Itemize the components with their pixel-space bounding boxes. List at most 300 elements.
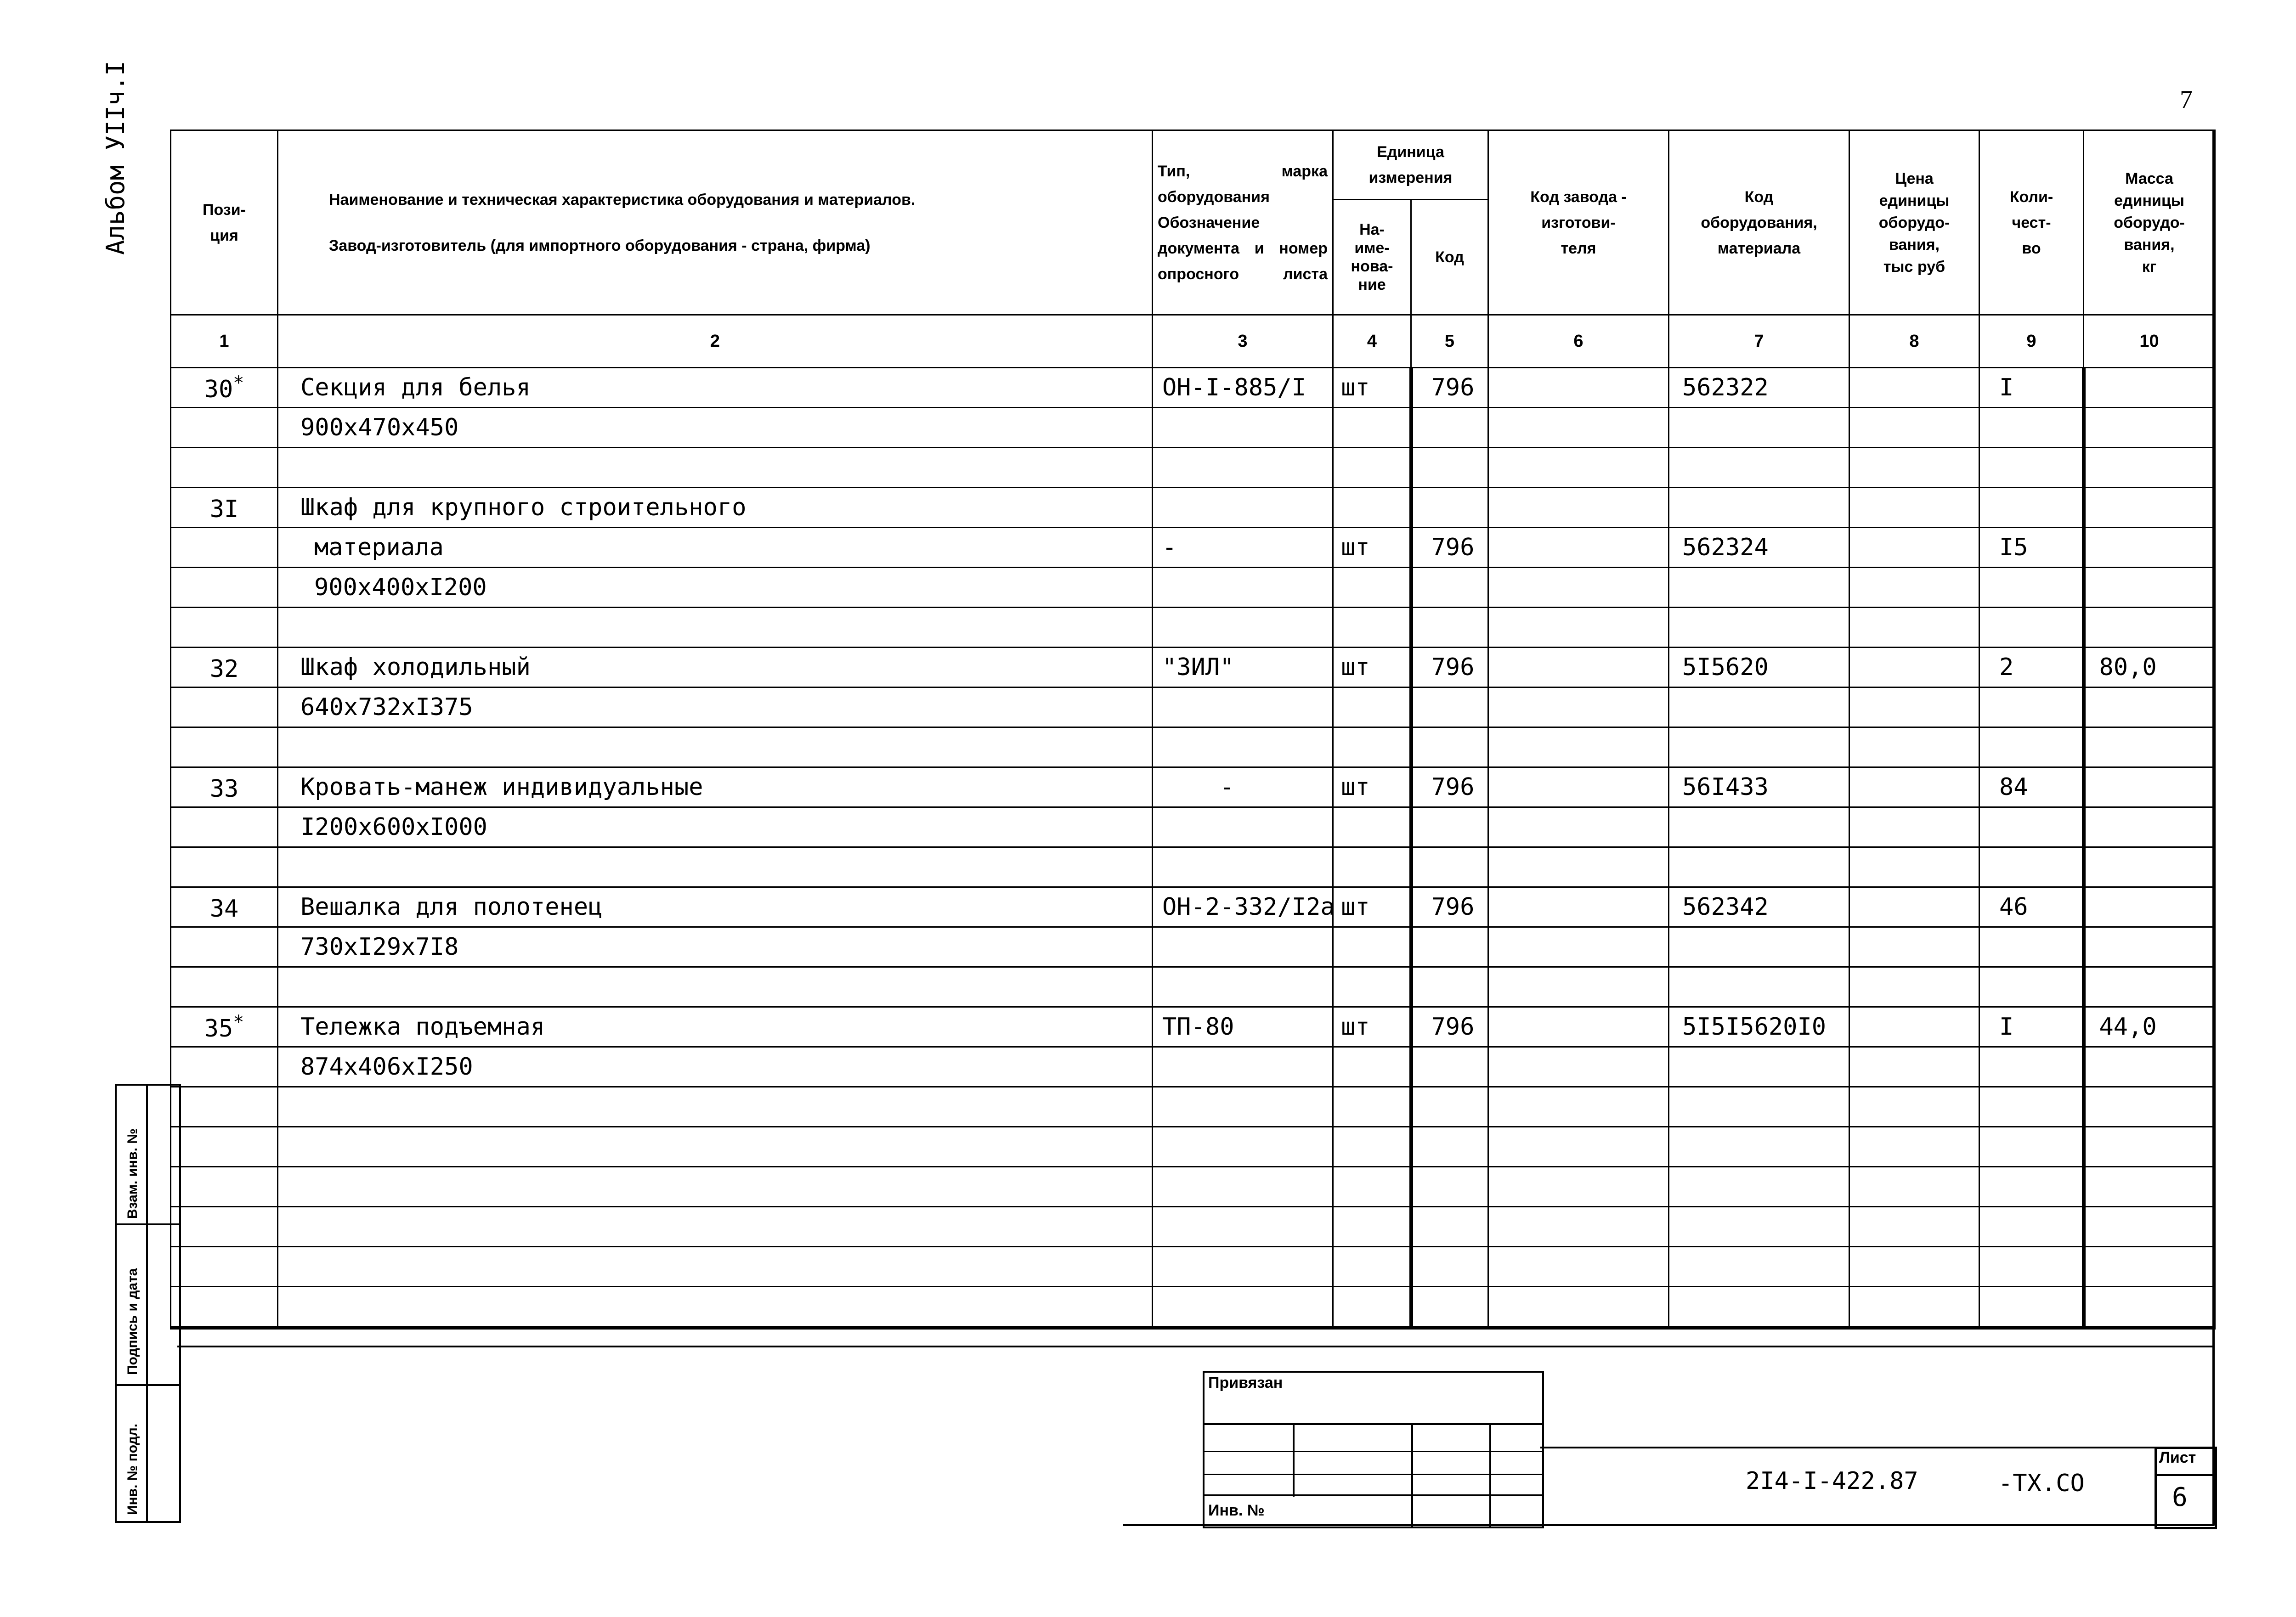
cell-name [278, 1167, 1153, 1207]
cell-position [171, 927, 278, 967]
table-row [171, 1047, 2215, 1087]
column-number: 9 [1979, 315, 2084, 368]
cell-unit-code [1411, 408, 1488, 448]
cell-unit-code [1411, 927, 1488, 967]
cell-quantity [1979, 687, 2084, 727]
cell-equipment-code: 5I5I5620I0 [1669, 1007, 1849, 1047]
cell-price [1849, 648, 1979, 687]
cell-quantity [1979, 408, 2084, 448]
cell-unit-code [1411, 687, 1488, 727]
cell-price [1849, 568, 1979, 608]
cell-equipment-code [1669, 1207, 1849, 1247]
cell-mass [2084, 887, 2215, 927]
cell-mass [2084, 1047, 2215, 1087]
cell-position [171, 1127, 278, 1167]
cell-unit [1333, 568, 1411, 608]
frame-line [2212, 130, 2215, 1526]
stamp-podpis-label: Подпись и дата [125, 1268, 140, 1375]
cell-type [1153, 1167, 1333, 1207]
revision-asterisk: * [233, 1012, 244, 1033]
cell-unit: шт [1333, 368, 1411, 408]
cell-unit [1333, 1167, 1411, 1207]
column-number: 5 [1411, 315, 1488, 368]
cell-position [171, 967, 278, 1007]
cell-quantity [1979, 807, 2084, 847]
cell-unit-code [1411, 967, 1488, 1007]
cell-factory-code [1488, 1247, 1669, 1287]
cell-quantity: 84 [1979, 767, 2084, 807]
cell-mass [2084, 448, 2215, 488]
cell-unit [1333, 1207, 1411, 1247]
cell-quantity [1979, 1127, 2084, 1167]
table-row [171, 1007, 2215, 1047]
cell-mass [2084, 368, 2215, 408]
cell-position: 34 [171, 887, 278, 927]
cell-price [1849, 1287, 1979, 1328]
cell-type [1153, 687, 1333, 727]
cell-name: Тележка подъемная [278, 1007, 1153, 1047]
cell-unit [1333, 1247, 1411, 1287]
cell-quantity [1979, 1247, 2084, 1287]
revision-asterisk: * [233, 372, 244, 394]
cell-type [1153, 1127, 1333, 1167]
cell-mass [2084, 1127, 2215, 1167]
cell-price [1849, 408, 1979, 448]
cell-price [1849, 847, 1979, 887]
cell-equipment-code [1669, 608, 1849, 648]
cell-unit-code: 796 [1411, 648, 1488, 687]
cell-unit [1333, 967, 1411, 1007]
cell-type [1153, 807, 1333, 847]
cell-quantity: 2 [1979, 648, 2084, 687]
cell-quantity: I [1979, 1007, 2084, 1047]
table-row [171, 847, 2215, 887]
table-row [171, 727, 2215, 767]
cell-unit-code: 796 [1411, 528, 1488, 568]
cell-unit-code [1411, 1047, 1488, 1087]
cell-unit: шт [1333, 528, 1411, 568]
cell-mass [2084, 568, 2215, 608]
table-row [171, 767, 2215, 807]
cell-mass [2084, 687, 2215, 727]
cell-unit-code [1411, 1207, 1488, 1247]
cell-name [278, 1087, 1153, 1127]
document-code: 2I4-I-422.87 [1746, 1467, 1918, 1495]
cell-quantity [1979, 967, 2084, 1007]
table-row [171, 368, 2215, 408]
cell-position [171, 727, 278, 767]
cell-quantity: I5 [1979, 528, 2084, 568]
cell-type [1153, 727, 1333, 767]
cell-type [1153, 1207, 1333, 1247]
cell-equipment-code [1669, 1047, 1849, 1087]
cell-position: 32 [171, 648, 278, 687]
table-row [171, 967, 2215, 1007]
cell-unit: шт [1333, 1007, 1411, 1047]
cell-unit-code: 796 [1411, 887, 1488, 927]
cell-quantity [1979, 1087, 2084, 1127]
cell-unit: шт [1333, 767, 1411, 807]
table-row [171, 687, 2215, 727]
cell-equipment-code [1669, 488, 1849, 528]
cell-price [1849, 1047, 1979, 1087]
sheet-number: 6 [2172, 1482, 2188, 1512]
cell-factory-code [1488, 1087, 1669, 1127]
cell-unit-code [1411, 608, 1488, 648]
cell-mass [2084, 488, 2215, 528]
cell-mass [2084, 767, 2215, 807]
cell-mass [2084, 807, 2215, 847]
cell-factory-code [1488, 408, 1669, 448]
cell-type [1153, 847, 1333, 887]
cell-unit: шт [1333, 648, 1411, 687]
cell-price [1849, 488, 1979, 528]
cell-equipment-code [1669, 927, 1849, 967]
cell-price [1849, 368, 1979, 408]
cell-unit-code [1411, 1087, 1488, 1127]
cell-position: 30* [171, 368, 278, 408]
cell-unit: шт [1333, 887, 1411, 927]
header-name-line2: Завод-изготовитель (для импортного оборудования - страна, фирма) [329, 237, 871, 254]
equipment-spec-table [170, 130, 2216, 1330]
cell-equipment-code: 56I433 [1669, 767, 1849, 807]
header-equipment-code: Код оборудования, материала [1669, 130, 1849, 315]
cell-price [1849, 967, 1979, 1007]
cell-factory-code [1488, 927, 1669, 967]
cell-factory-code [1488, 448, 1669, 488]
table-row [171, 648, 2215, 687]
cell-price [1849, 687, 1979, 727]
cell-equipment-code [1669, 847, 1849, 887]
cell-quantity [1979, 927, 2084, 967]
table-row [171, 1247, 2215, 1287]
cell-name [278, 1207, 1153, 1247]
cell-name [278, 967, 1153, 1007]
cell-equipment-code: 5I5620 [1669, 648, 1849, 687]
cell-quantity: I [1979, 368, 2084, 408]
cell-unit-code [1411, 1287, 1488, 1328]
cell-type [1153, 408, 1333, 448]
cell-factory-code [1488, 1047, 1669, 1087]
cell-position [171, 448, 278, 488]
cell-mass [2084, 1207, 2215, 1247]
cell-unit-code [1411, 1167, 1488, 1207]
cell-type [1153, 967, 1333, 1007]
cell-unit [1333, 927, 1411, 967]
cell-equipment-code [1669, 807, 1849, 847]
cell-mass [2084, 847, 2215, 887]
cell-unit-code [1411, 847, 1488, 887]
cell-equipment-code [1669, 408, 1849, 448]
column-number: 8 [1849, 315, 1979, 368]
cell-name [278, 1127, 1153, 1167]
cell-price [1849, 727, 1979, 767]
cell-position [171, 687, 278, 727]
column-number: 3 [1153, 315, 1333, 368]
cell-unit [1333, 608, 1411, 648]
table-row [171, 927, 2215, 967]
cell-mass [2084, 927, 2215, 967]
cell-type: ТП-80 [1153, 1007, 1333, 1047]
header-name [278, 130, 1153, 315]
cell-factory-code [1488, 608, 1669, 648]
column-number: 6 [1488, 315, 1669, 368]
header-unit-code: Код [1411, 200, 1488, 315]
cell-position [171, 528, 278, 568]
cell-quantity [1979, 1207, 2084, 1247]
cell-equipment-code: 562324 [1669, 528, 1849, 568]
cell-quantity [1979, 847, 2084, 887]
header-unit-group: Единица измерения [1333, 130, 1488, 200]
cell-factory-code [1488, 887, 1669, 927]
cell-equipment-code [1669, 1247, 1849, 1287]
cell-price [1849, 528, 1979, 568]
cell-unit [1333, 1287, 1411, 1328]
cell-mass [2084, 408, 2215, 448]
cell-name [278, 1287, 1153, 1328]
table-row [171, 1287, 2215, 1328]
cell-unit-code [1411, 807, 1488, 847]
cell-mass [2084, 1287, 2215, 1328]
cell-factory-code [1488, 967, 1669, 1007]
frame-line [1540, 1447, 2212, 1448]
cell-price [1849, 608, 1979, 648]
cell-position: 3I [171, 488, 278, 528]
cell-unit-code: 796 [1411, 767, 1488, 807]
cell-equipment-code [1669, 727, 1849, 767]
cell-price [1849, 807, 1979, 847]
cell-price [1849, 927, 1979, 967]
cell-mass [2084, 528, 2215, 568]
header-mass: Масса единицы оборудо- вания, кг [2084, 130, 2215, 315]
cell-name: Секция для белья [278, 368, 1153, 408]
cell-position [171, 807, 278, 847]
cell-unit-code [1411, 488, 1488, 528]
header-position: Пози- ция [171, 130, 278, 315]
cell-name: 900x470x450 [278, 408, 1153, 448]
cell-unit-code: 796 [1411, 368, 1488, 408]
cell-equipment-code [1669, 687, 1849, 727]
cell-type: - [1153, 528, 1333, 568]
cell-unit-code [1411, 448, 1488, 488]
cell-equipment-code: 562342 [1669, 887, 1849, 927]
table-row [171, 528, 2215, 568]
cell-type [1153, 1287, 1333, 1328]
table-row [171, 608, 2215, 648]
table-row [171, 807, 2215, 847]
cell-position [171, 568, 278, 608]
cell-position [171, 1247, 278, 1287]
cell-unit [1333, 448, 1411, 488]
header-price: Цена единицы оборудо- вания, тыс руб [1849, 130, 1979, 315]
column-number: 4 [1333, 315, 1411, 368]
table-row [171, 887, 2215, 927]
cell-name: Шкаф холодильный [278, 648, 1153, 687]
cell-name: 640x732xI375 [278, 687, 1153, 727]
cell-position [171, 608, 278, 648]
cell-factory-code [1488, 368, 1669, 408]
cell-quantity [1979, 1167, 2084, 1207]
cell-equipment-code [1669, 1127, 1849, 1167]
cell-factory-code [1488, 648, 1669, 687]
cell-name: материала [278, 528, 1153, 568]
column-number: 2 [278, 315, 1153, 368]
cell-price [1849, 448, 1979, 488]
cell-type [1153, 927, 1333, 967]
cell-type [1153, 1087, 1333, 1127]
page-number: 7 [2180, 85, 2193, 114]
cell-type [1153, 608, 1333, 648]
cell-unit-code [1411, 1247, 1488, 1287]
cell-position [171, 408, 278, 448]
header-quantity: Коли- чест- во [1979, 130, 2084, 315]
cell-name: Вешалка для полотенец [278, 887, 1153, 927]
cell-unit [1333, 727, 1411, 767]
cell-equipment-code: 562322 [1669, 368, 1849, 408]
cell-unit [1333, 488, 1411, 528]
table-row [171, 1167, 2215, 1207]
cell-name: Кровать-манеж индивидуальные [278, 767, 1153, 807]
cell-mass [2084, 1247, 2215, 1287]
cell-quantity [1979, 568, 2084, 608]
cell-factory-code [1488, 1167, 1669, 1207]
cell-quantity [1979, 1287, 2084, 1328]
cell-position: 35* [171, 1007, 278, 1047]
cell-factory-code [1488, 1207, 1669, 1247]
table-row [171, 448, 2215, 488]
cell-factory-code [1488, 528, 1669, 568]
sheet-label: Лист [2159, 1449, 2196, 1466]
cell-price [1849, 887, 1979, 927]
cell-mass [2084, 1087, 2215, 1127]
cell-type [1153, 448, 1333, 488]
header-unit-name: На- име- нова- ние [1333, 200, 1411, 315]
cell-unit [1333, 1087, 1411, 1127]
cell-mass [2084, 967, 2215, 1007]
cell-position [171, 1167, 278, 1207]
cell-equipment-code [1669, 568, 1849, 608]
cell-position [171, 1087, 278, 1127]
cell-equipment-code [1669, 1087, 1849, 1127]
cell-factory-code [1488, 488, 1669, 528]
cell-equipment-code [1669, 1287, 1849, 1328]
cell-type [1153, 488, 1333, 528]
cell-name [278, 448, 1153, 488]
cell-type: ОН-I-885/I [1153, 368, 1333, 408]
cell-quantity [1979, 448, 2084, 488]
cell-unit-code: 796 [1411, 1007, 1488, 1047]
cell-equipment-code [1669, 1167, 1849, 1207]
frame-line [177, 1346, 2214, 1347]
cell-unit [1333, 1047, 1411, 1087]
cell-unit [1333, 1127, 1411, 1167]
stamp-vzam-label: Взам. инв. № [125, 1128, 140, 1219]
cell-price [1849, 767, 1979, 807]
cell-type [1153, 1047, 1333, 1087]
cell-quantity: 46 [1979, 887, 2084, 927]
cell-name [278, 1247, 1153, 1287]
cell-unit [1333, 807, 1411, 847]
cell-price [1849, 1007, 1979, 1047]
cell-price [1849, 1127, 1979, 1167]
header-factory-code: Код завода - изготови- теля [1488, 130, 1669, 315]
cell-type: "ЗИЛ" [1153, 648, 1333, 687]
document-suffix: -ТХ.СО [1998, 1470, 2085, 1497]
cell-position [171, 1047, 278, 1087]
privyazan-label: Привязан [1208, 1374, 1283, 1392]
cell-factory-code [1488, 687, 1669, 727]
header-type: Тип, марка оборудования Обозначение документа и номер опросного листа [1153, 130, 1333, 315]
cell-quantity [1979, 727, 2084, 767]
cell-mass: 44,0 [2084, 1007, 2215, 1047]
cell-equipment-code [1669, 448, 1849, 488]
cell-mass [2084, 1167, 2215, 1207]
cell-quantity [1979, 1047, 2084, 1087]
cell-position [171, 1207, 278, 1247]
inv-no-label: Инв. № [1208, 1502, 1265, 1519]
cell-price [1849, 1087, 1979, 1127]
cell-name [278, 608, 1153, 648]
cell-type: ОН-2-332/I2а [1153, 887, 1333, 927]
cell-factory-code [1488, 847, 1669, 887]
cell-type: - [1153, 767, 1333, 807]
cell-factory-code [1488, 727, 1669, 767]
cell-factory-code [1488, 767, 1669, 807]
cell-mass [2084, 727, 2215, 767]
cell-factory-code [1488, 1127, 1669, 1167]
cell-name: 874x406xI250 [278, 1047, 1153, 1087]
table-row [171, 1207, 2215, 1247]
cell-position [171, 847, 278, 887]
cell-equipment-code [1669, 967, 1849, 1007]
cell-name [278, 727, 1153, 767]
side-stamp [115, 1084, 181, 1523]
cell-name: Шкаф для крупного строительного [278, 488, 1153, 528]
cell-unit-code [1411, 568, 1488, 608]
cell-factory-code [1488, 1287, 1669, 1328]
cell-name [278, 847, 1153, 887]
cell-price [1849, 1207, 1979, 1247]
cell-price [1849, 1167, 1979, 1207]
table-row [171, 568, 2215, 608]
cell-unit [1333, 408, 1411, 448]
cell-unit [1333, 847, 1411, 887]
cell-position: 33 [171, 767, 278, 807]
cell-mass: 80,0 [2084, 648, 2215, 687]
cell-mass [2084, 608, 2215, 648]
cell-unit-code [1411, 1127, 1488, 1167]
table-row [171, 488, 2215, 528]
cell-factory-code [1488, 807, 1669, 847]
cell-type [1153, 1247, 1333, 1287]
cell-name: 730xI29x7I8 [278, 927, 1153, 967]
header-name-line1: Наименование и техническая характеристика оборудования и материалов. [329, 191, 916, 208]
column-number: 7 [1669, 315, 1849, 368]
cell-quantity [1979, 608, 2084, 648]
cell-type [1153, 568, 1333, 608]
table-row [171, 1127, 2215, 1167]
cell-position [171, 1287, 278, 1328]
cell-name: I200x600xI000 [278, 807, 1153, 847]
cell-factory-code [1488, 1007, 1669, 1047]
album-label: Альбом УIIч.I [101, 61, 130, 255]
cell-unit [1333, 687, 1411, 727]
cell-factory-code [1488, 568, 1669, 608]
table-row [171, 1087, 2215, 1127]
column-number: 1 [171, 315, 278, 368]
stamp-inv-label: Инв. № подл. [125, 1423, 140, 1515]
column-number: 10 [2084, 315, 2215, 368]
